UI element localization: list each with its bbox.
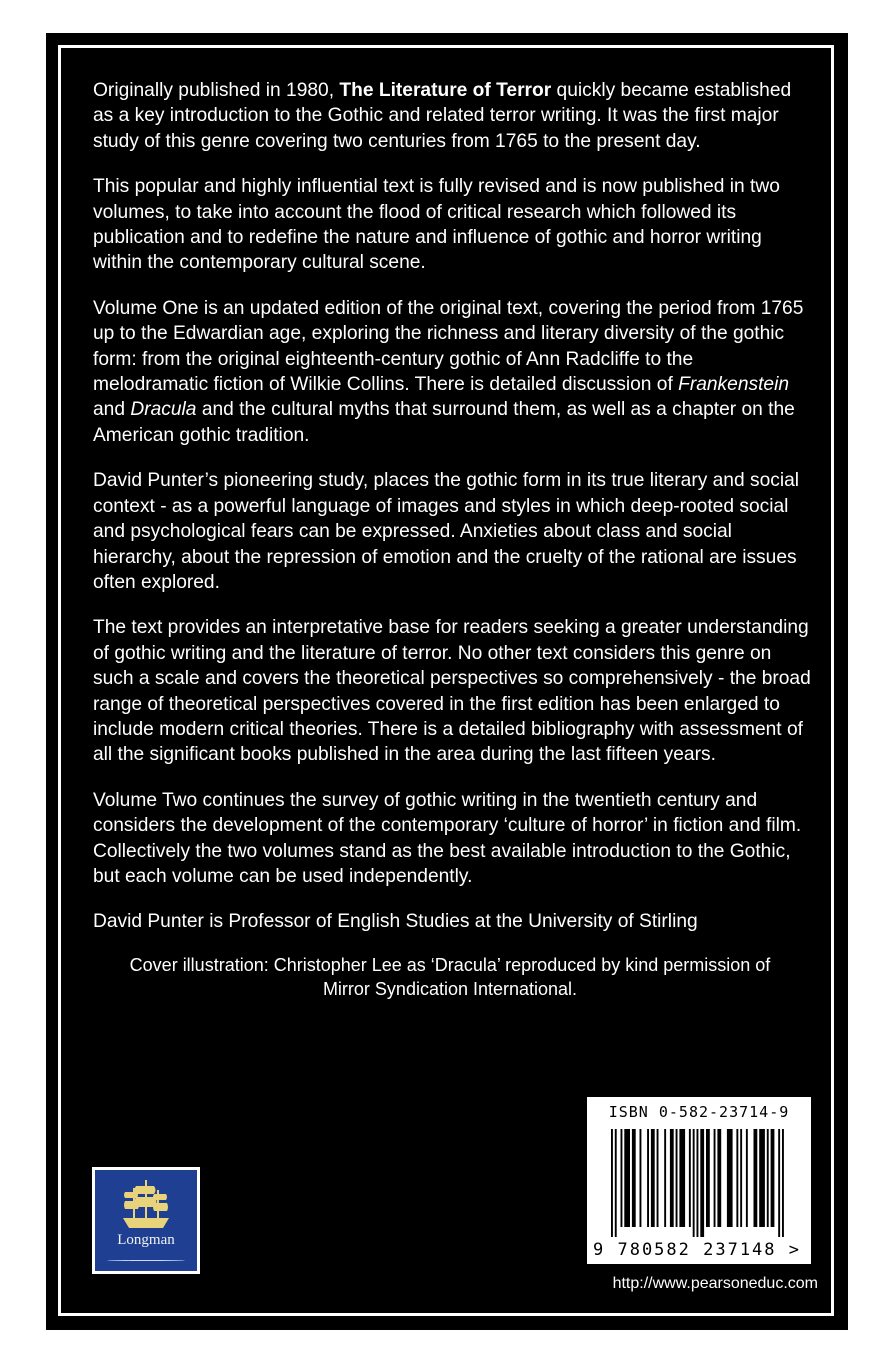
isbn-barcode	[587, 1097, 811, 1264]
publisher-url: http://www.pearsoneduc.com	[612, 1275, 818, 1292]
book-title: The Literature of Terror	[339, 80, 552, 101]
title-dracula: Dracula	[130, 399, 197, 421]
paragraph-volume-two: Volume Two continues the survey of gothic writing in the twentieth century and considers the development of the contemporary ‘culture of horror’ in fiction and film. Collectively the two volumes stand as the best available introduction to the Gothic, but each volume can be used independently.	[93, 789, 802, 887]
paragraph-interpretative: The text provides an interpretative base for readers seeking a greater understanding of gothic writing and the literature of terror. No other text considers this genre on such a scale and covers the theoretical perspectives so comprehensively - the broad range of theoretical perspectives covered in the first edition has been enlarged to include modern critical theories. There is a detailed bibliography with assessment of all the significant books published in the area during the last fifteen years.	[93, 617, 811, 766]
cover-credit	[93, 953, 807, 1001]
author-note: David Punter is Professor of English Studies at the University of Stirling	[93, 911, 698, 933]
credit-line-2: Mirror Syndication International.	[322, 978, 578, 999]
credit-line-1: Cover illustration: Christopher Lee as ‘Dracula’ reproduced by kind permission of	[129, 954, 771, 975]
isbn-number: ISBN 0-582-23714-9	[608, 1103, 790, 1121]
paragraph-study: David Punter’s pioneering study, places the gothic form in its true literary and social context - as a powerful language of images and styles in which deep-rooted social and psychological fears can be expressed. Anxieties about class and social hierarchy, about the repression of emotion and the cruelty of the rational are issues often explored.	[93, 470, 800, 593]
paragraph-volume-one: Volume One is an updated edition of the original text, covering the period from 1765 up to the Edwardian age, exploring the richness and literary diversity of the gothic form: from the original eighteenth-century gothic of Ann Radcliffe to the melodramatic fiction of Wilkie Collins. There is detailed discussion of Frankenstein and Dracula and the cultural myths that surround them, as well as a chapter on the American gothic tradition.	[93, 297, 804, 446]
ship-icon	[121, 1178, 171, 1236]
paragraph-intro: Originally published in 1980, The Literature of Terror quickly became established as a key introduction to the Gothic and related terror writing. It was the first major study of this genre covering two centuries from 1765 to the present day.	[93, 80, 792, 152]
title-frankenstein: Frankenstein	[678, 374, 790, 396]
ean-number: 9 780582 237148 >	[593, 1240, 801, 1260]
paragraph-revision: This popular and highly influential text is fully revised and is now published in two volumes, to take into account the flood of critical research which followed its publication and to redefine the nature and influence of gothic and horror writing within the contemporary cultural scene.	[93, 176, 780, 274]
publisher-name: Longman	[117, 1232, 175, 1248]
barcode-bars	[611, 1129, 787, 1237]
blurb-text	[93, 78, 813, 1021]
publisher-logo	[92, 1167, 200, 1274]
